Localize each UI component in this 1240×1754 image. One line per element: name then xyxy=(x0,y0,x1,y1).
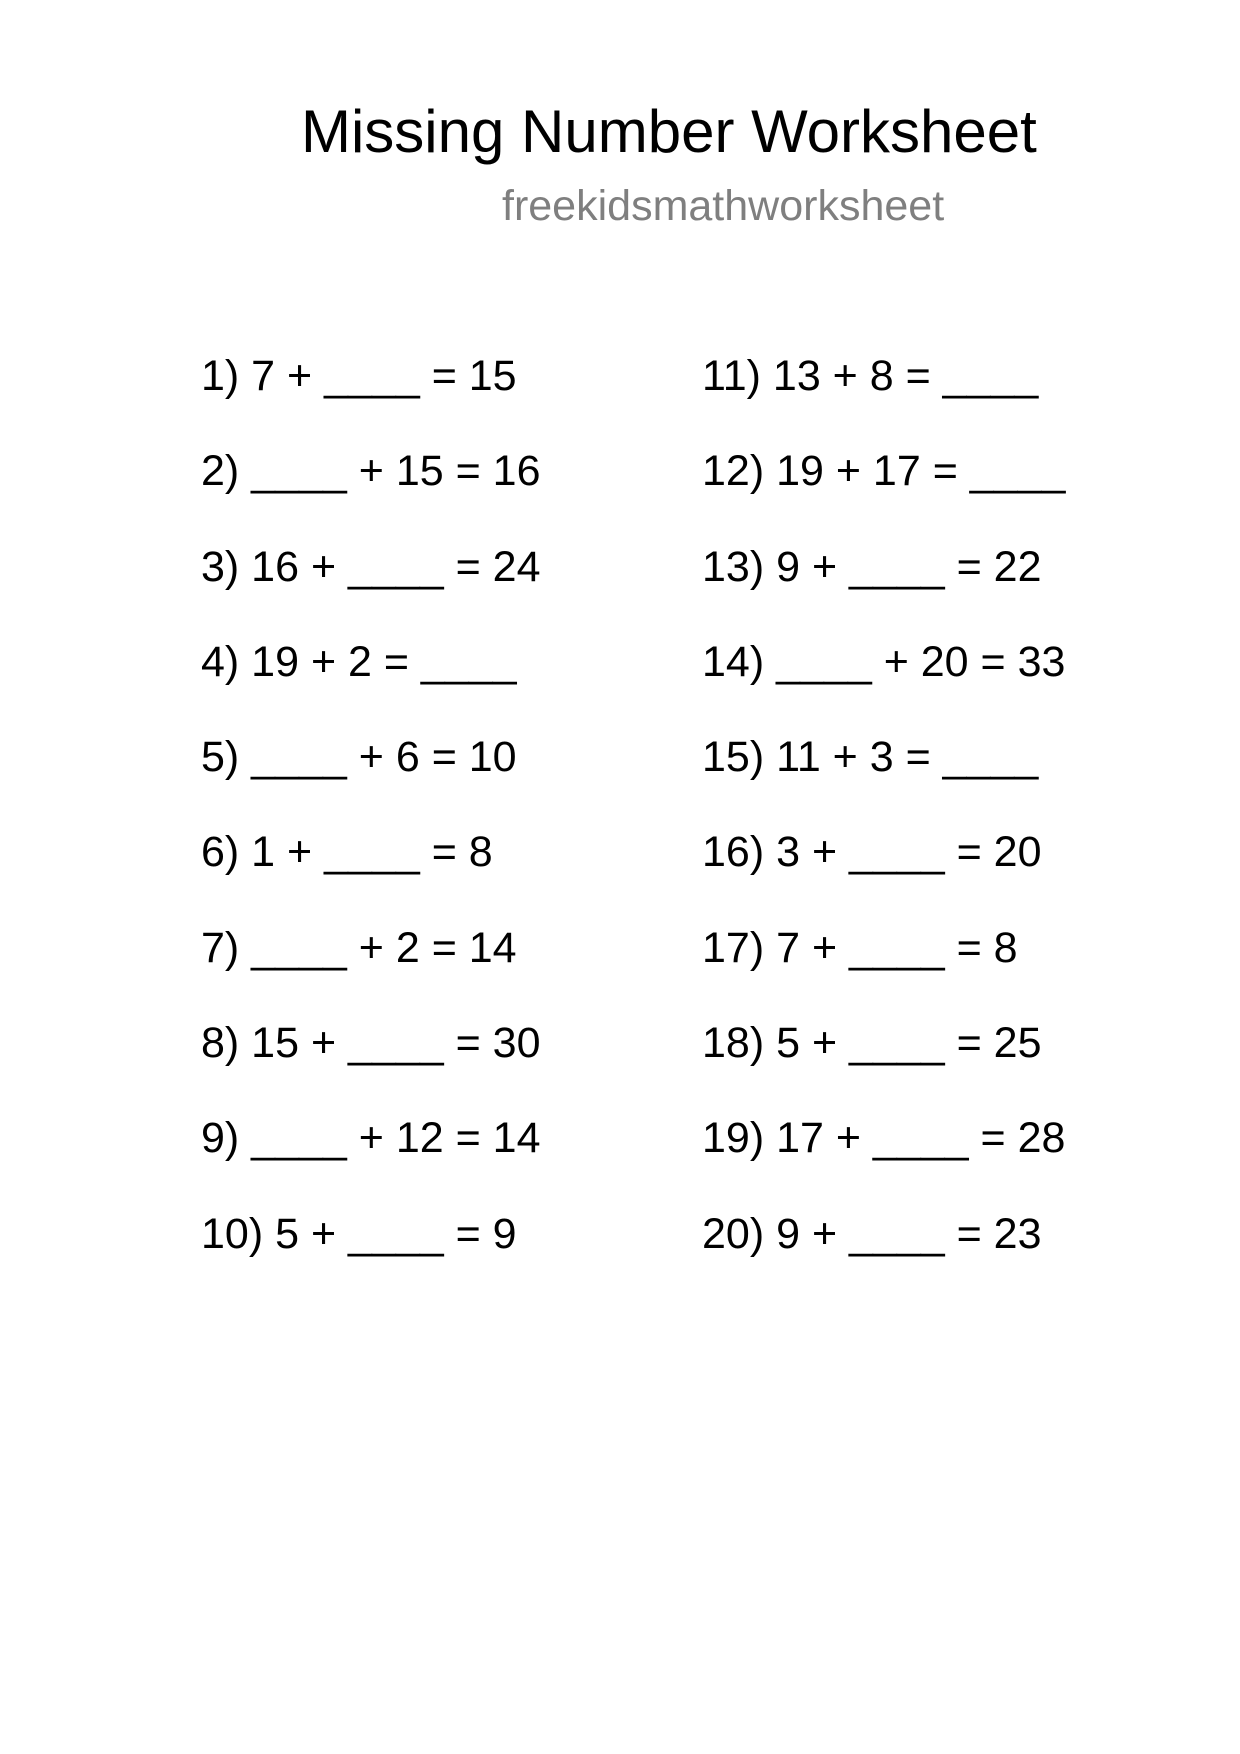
problem-11: 11) 13 + 8 = ____ xyxy=(702,352,1039,400)
problem-16: 16) 3 + ____ = 20 xyxy=(702,828,1042,877)
problem-18: 18) 5 + ____ = 25 xyxy=(702,1019,1042,1068)
problem-13: 13) 9 + ____ = 22 xyxy=(702,542,1042,591)
problem-2: 2) ____ + 15 = 16 xyxy=(201,447,541,496)
problem-3: 3) 16 + ____ = 24 xyxy=(201,542,541,591)
problem-17: 17) 7 + ____ = 8 xyxy=(702,923,1018,972)
page-title: Missing Number Worksheet xyxy=(301,98,1037,165)
problem-20: 20) 9 + ____ = 23 xyxy=(702,1209,1042,1258)
problem-8: 8) 15 + ____ = 30 xyxy=(201,1019,541,1068)
problem-10: 10) 5 + ____ = 9 xyxy=(201,1209,517,1258)
problem-15: 15) 11 + 3 = ____ xyxy=(702,733,1039,782)
problem-14: 14) ____ + 20 = 33 xyxy=(702,637,1066,686)
problem-12: 12) 19 + 17 = ____ xyxy=(702,447,1066,496)
problem-7: 7) ____ + 2 = 14 xyxy=(201,923,517,972)
problem-4: 4) 19 + 2 = ____ xyxy=(201,637,517,686)
problem-9: 9) ____ + 12 = 14 xyxy=(201,1114,541,1163)
problem-1: 1) 7 + ____ = 15 xyxy=(201,352,517,400)
problem-19: 19) 17 + ____ = 28 xyxy=(702,1114,1066,1163)
problem-6: 6) 1 + ____ = 8 xyxy=(201,828,493,877)
problem-5: 5) ____ + 6 = 10 xyxy=(201,733,517,782)
site-subtitle: freekidsmathworksheet xyxy=(502,182,945,230)
problems-column-left xyxy=(201,350,541,1303)
problems-column-right xyxy=(702,350,1065,1303)
